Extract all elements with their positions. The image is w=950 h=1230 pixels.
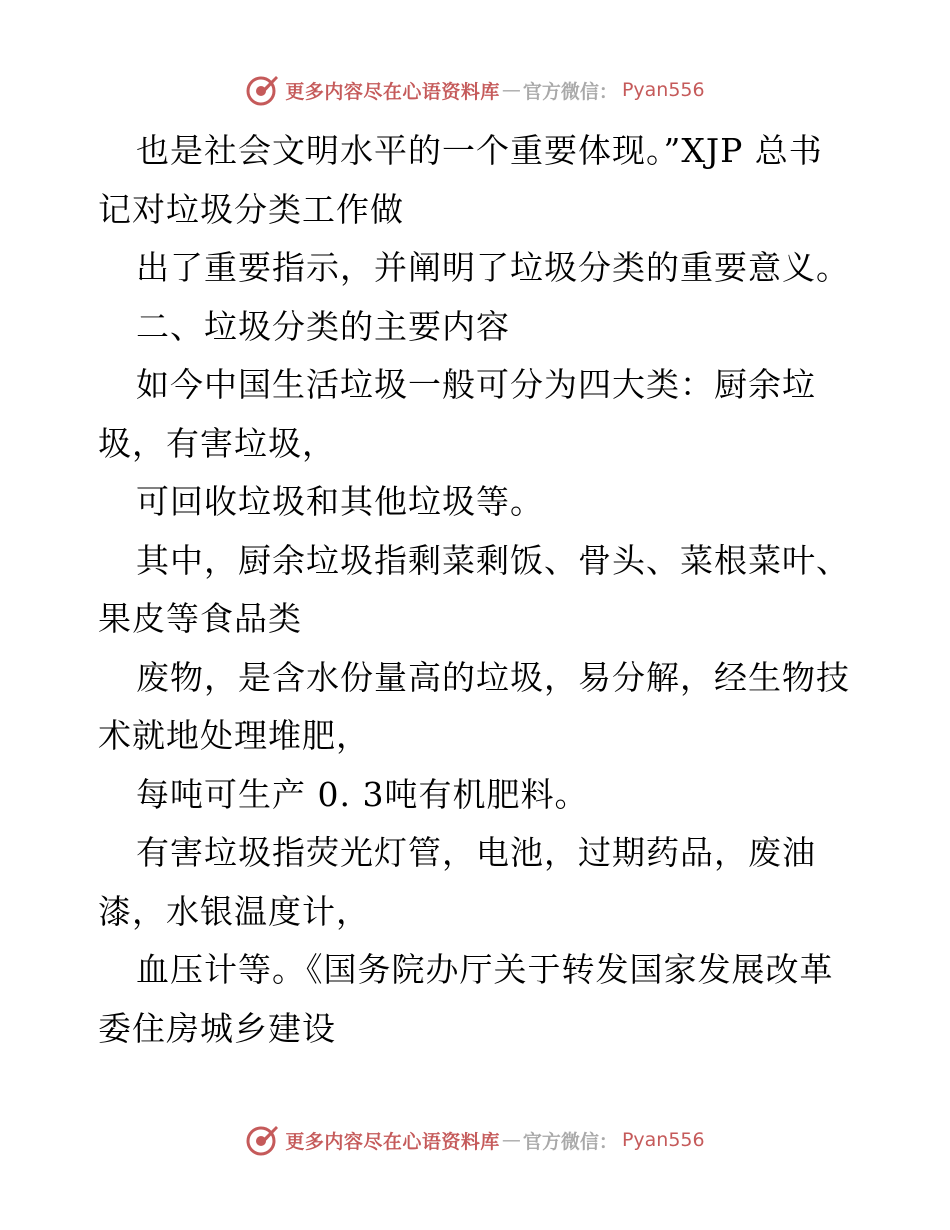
body-line: 可回收垃圾和其他垃圾等。 [136,482,544,521]
watermark-text: 更多内容尽在心语资料库 [285,80,500,103]
watermark-wechat-label: 官方微信： [522,80,618,103]
header-watermark [0,70,950,110]
body-line: 出了重要指示，并阐明了垃圾分类的重要意义。 [136,248,850,287]
body-line: 也是社会文明水平的一个重要体现。”XJP 总书 [136,131,823,170]
watermark-separator: — [501,1129,521,1151]
section-heading: 二、垃圾分类的主要内容 [136,306,510,346]
body-line: 术就地处理堆肥， [98,716,370,755]
body-line: 其中，厨余垃圾指剩菜剩饭、骨头、菜根菜叶、 [136,540,850,580]
watermark-wechat-label: 官方微信： [522,1130,618,1153]
body-line: 记对垃圾分类工作做 [98,189,404,229]
body-line: 委住房城乡建设 [98,1008,336,1048]
watermark-wechat-id: Pyan556 [621,79,705,101]
watermark-text: 更多内容尽在心语资料库 [285,1130,500,1153]
quill-seal-icon [245,73,279,107]
watermark-separator: — [501,79,521,101]
watermark-wechat-id: Pyan556 [621,1129,705,1151]
body-line: 如今中国生活垃圾一般可分为四大类：厨余垃 [136,365,816,404]
quill-seal-icon [245,1123,279,1157]
footer-watermark [0,1120,950,1160]
document-body [98,122,858,1058]
body-line: 血压计等。《国务院办厅关于转发国家发展改革 [136,950,834,989]
body-line: 漆，水银温度计， [98,891,370,931]
body-line: 每吨可生产 0. 3吨有机肥料。 [136,774,589,814]
body-line: 圾，有害垃圾， [98,423,336,463]
body-line: 废物，是含水份量高的垃圾，易分解，经生物技 [136,657,850,697]
body-line: 有害垃圾指荧光灯管，电池，过期药品，废油 [136,833,816,872]
body-line: 果皮等食品类 [98,599,302,638]
